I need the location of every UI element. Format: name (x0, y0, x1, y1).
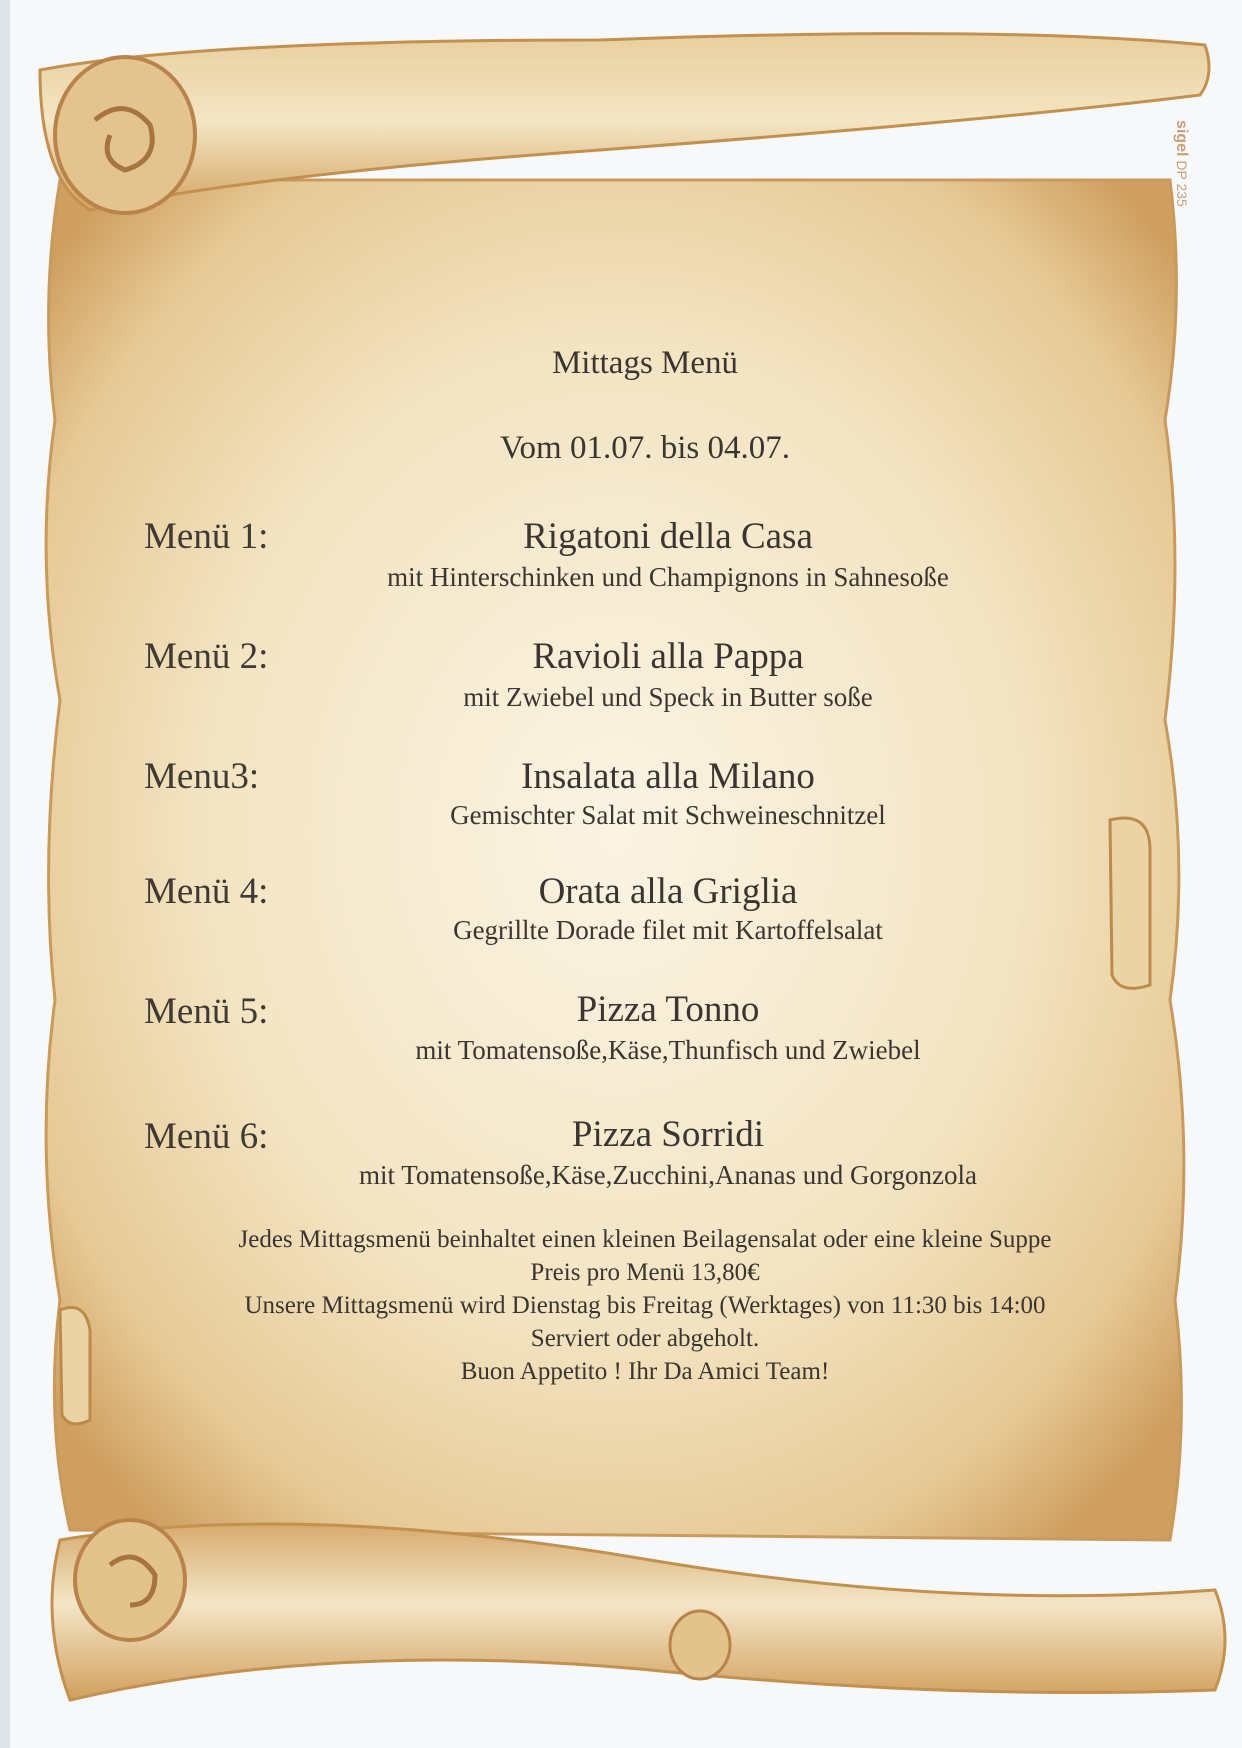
footer-signoff: Buon Appetito ! Ihr Da Amici Team! (460, 1358, 830, 1385)
menu-6-description: mit Tomatensoße,Käse,Zucchini,Ananas und Gorgonzola (359, 1160, 977, 1190)
menu-1-description: mit Hinterschinken und Champignons in Sahnesoße (387, 562, 949, 592)
menu-4-description: Gegrillte Dorade filet mit Kartoffelsalat (453, 915, 883, 945)
menu-footer (150, 1223, 1140, 1388)
menu-5-description: mit Tomatensoße,Käse,Thunfisch und Zwiebel (415, 1035, 921, 1065)
menu-4-name: Orata alla Griglia (538, 871, 798, 912)
brand-mark (1172, 120, 1190, 207)
menu-title: Mittags Menü (551, 345, 739, 381)
menu-3-label: Menu3: (144, 756, 260, 797)
footer-service-hours: Unsere Mittagsmenü wird Dienstag bis Freitag (Werktages) von 11:30 bis 14:00 (244, 1292, 1046, 1319)
footer-included-note: Jedes Mittagsmenü beinhaltet einen kleinen Beilagensalat oder eine kleine Suppe (238, 1226, 1052, 1253)
footer-price: Preis pro Menü 13,80€ (530, 1259, 760, 1286)
menu-5-name: Pizza Tonno (576, 989, 760, 1030)
menu-5-label: Menü 5: (144, 991, 269, 1032)
brand-code: DP 235 (1174, 160, 1190, 207)
menu-6-name: Pizza Sorridi (571, 1114, 765, 1155)
menu-4-label: Menü 4: (144, 871, 269, 912)
menu-6-label: Menü 6: (144, 1116, 269, 1157)
menu-3-description: Gemischter Salat mit Schweineschnitzel (450, 800, 886, 830)
menu-2-name: Ravioli alla Pappa (532, 636, 804, 677)
menu-2-label: Menü 2: (144, 636, 269, 677)
menu-dates: Vom 01.07. bis 04.07. (499, 430, 790, 466)
brand-name: sigel (1173, 120, 1190, 157)
footer-service-mode: Serviert oder abgeholt. (530, 1325, 760, 1352)
menu-1-label: Menü 1: (144, 516, 269, 557)
menu-2-description: mit Zwiebel und Speck in Butter soße (463, 682, 873, 712)
menu-1-name: Rigatoni della Casa (523, 516, 813, 557)
menu-3-name: Insalata alla Milano (521, 756, 815, 797)
